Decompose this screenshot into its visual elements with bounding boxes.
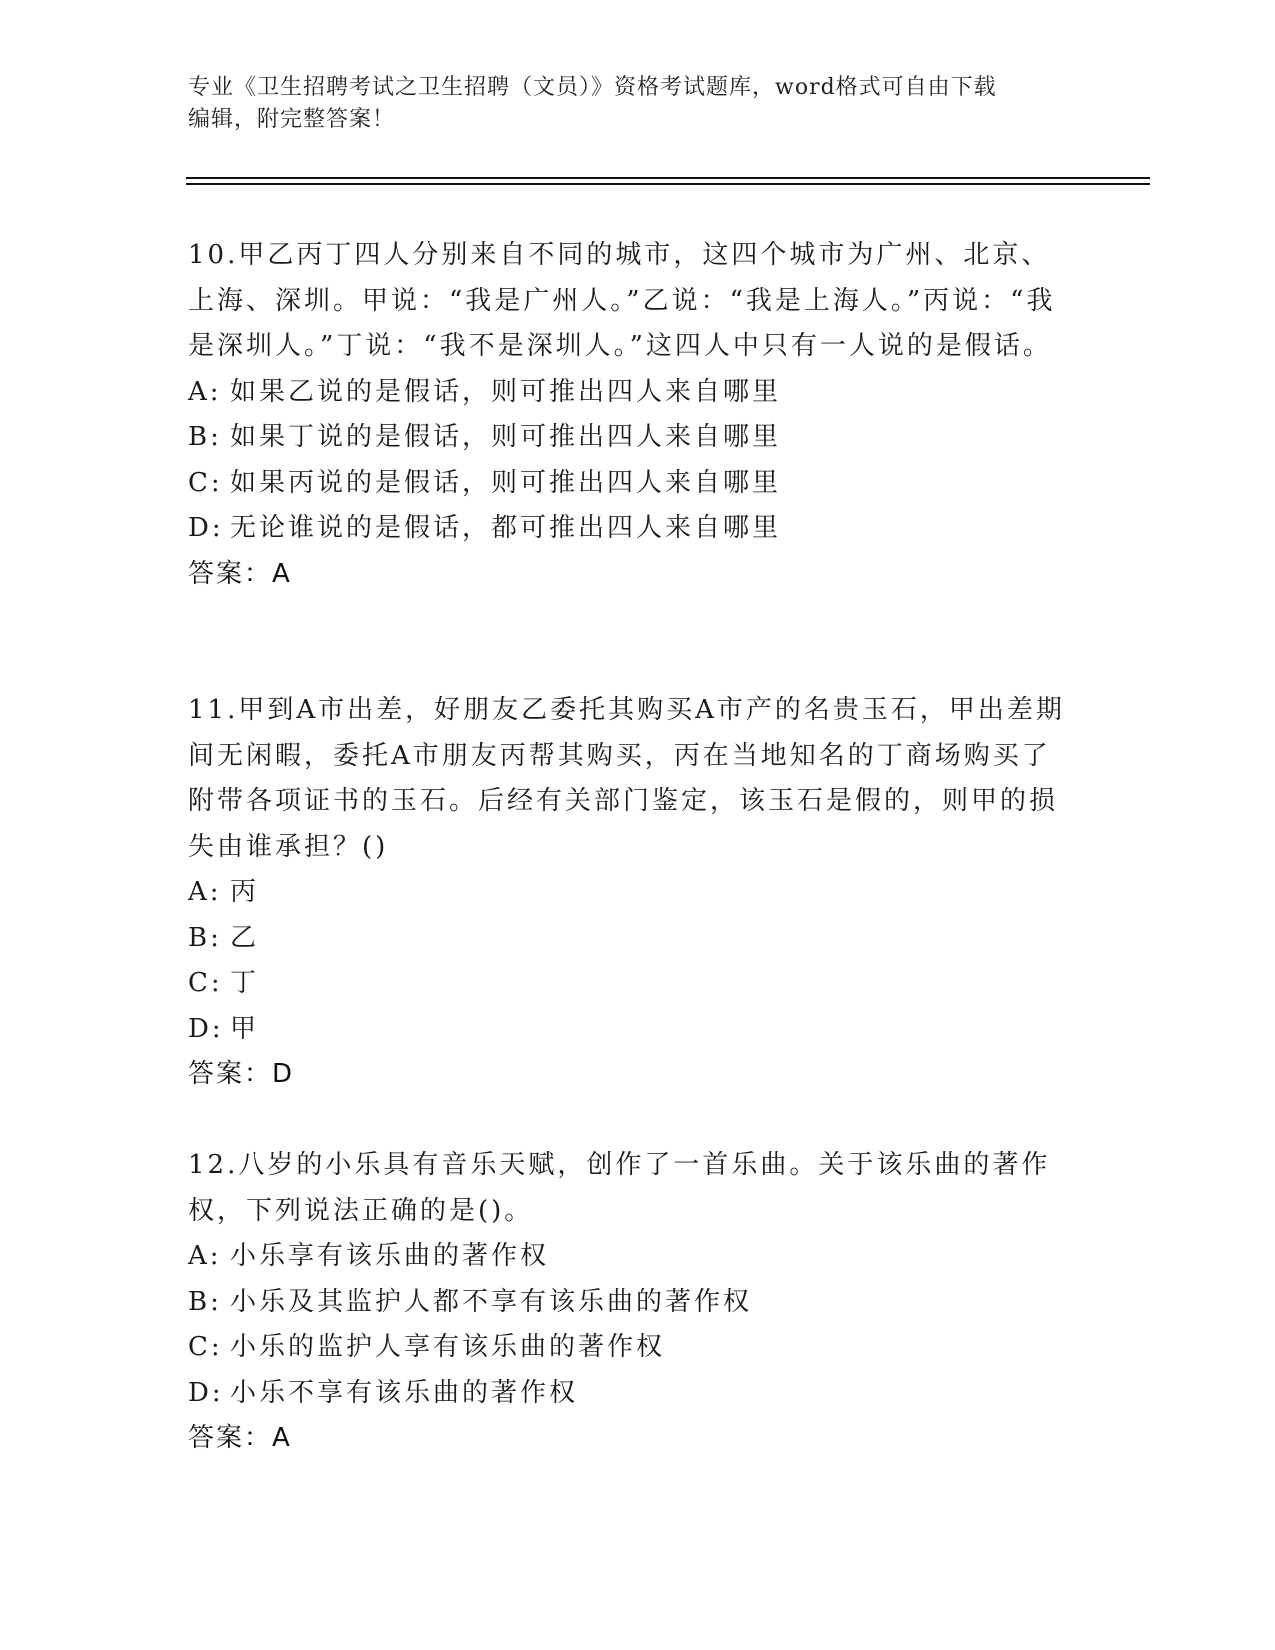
option-text: 如果丁说的是假话，则可推出四人来自哪里 xyxy=(230,422,782,452)
option-label: C: xyxy=(188,1332,223,1362)
option-label: B: xyxy=(188,1286,222,1317)
question-11 xyxy=(188,688,1068,1098)
question-text: 11.甲到A市出差，好朋友乙委托其购买A市产的名贵玉石，甲出差期间无闲暇，委托A市朋友丙帮其购买，丙在当地知名的丁商场购买了附带各项证书的玉石。后经有关部门鉴定，该玉石是假的，则甲的损失由谁承担？() xyxy=(188,695,1065,862)
header-divider-bottom xyxy=(186,183,1150,185)
question-10 xyxy=(188,233,1068,597)
option-c xyxy=(188,461,1068,507)
option-text: 无论谁说的是假话，都可推出四人来自哪里 xyxy=(230,513,782,543)
header-divider-top xyxy=(186,177,1150,179)
answer: 答案：A xyxy=(188,1423,292,1453)
answer: 答案：D xyxy=(188,1059,295,1089)
option-label: A: xyxy=(188,877,222,907)
option-c xyxy=(188,961,1068,1007)
option-a xyxy=(188,1234,1068,1280)
header-line-2: 编辑，附完整答案！ xyxy=(188,107,396,132)
option-label: D: xyxy=(188,1377,224,1408)
option-text: 小乐享有该乐曲的著作权 xyxy=(230,1241,550,1271)
option-label: B: xyxy=(188,422,222,452)
option-a xyxy=(188,870,1068,916)
option-text: 丁 xyxy=(230,968,260,998)
option-text: 甲 xyxy=(230,1013,260,1044)
option-d xyxy=(188,1007,1068,1053)
answer: 答案：A xyxy=(188,558,292,589)
option-text: 小乐的监护人享有该乐曲的著作权 xyxy=(230,1332,666,1362)
option-label: A: xyxy=(188,1241,222,1271)
option-text: 乙 xyxy=(230,922,260,953)
option-a xyxy=(188,370,1068,416)
document-header xyxy=(188,72,1068,136)
option-text: 如果丙说的是假话，则可推出四人来自哪里 xyxy=(230,467,782,498)
option-text: 小乐及其监护人都不享有该乐曲的著作权 xyxy=(230,1286,753,1317)
question-text: 10.甲乙丙丁四人分别来自不同的城市，这四个城市为广州、北京、上海、深圳。甲说：“我是广州人。”乙说：“我是上海人。”丙说：“我是深圳人。”丁说：“我不是深圳人。”这四人中只有一人说的是假话。 xyxy=(188,240,1056,361)
option-label: D: xyxy=(188,1013,224,1044)
option-label: D: xyxy=(188,513,224,543)
option-label: C: xyxy=(188,467,223,498)
option-b xyxy=(188,1280,1068,1326)
option-b xyxy=(188,916,1068,962)
question-12 xyxy=(188,1143,1068,1462)
option-d xyxy=(188,506,1068,552)
option-text: 丙 xyxy=(230,877,260,907)
option-label: C: xyxy=(188,968,223,998)
option-text: 小乐不享有该乐曲的著作权 xyxy=(230,1377,579,1408)
option-label: A: xyxy=(188,376,222,407)
question-text: 12.八岁的小乐具有音乐天赋，创作了一首乐曲。关于该乐曲的著作权，下列说法正确的是()。 xyxy=(188,1150,1051,1226)
option-label: B: xyxy=(188,922,222,953)
option-text: 如果乙说的是假话，则可推出四人来自哪里 xyxy=(230,376,782,407)
option-c xyxy=(188,1325,1068,1371)
header-line-1: 专业《卫生招聘考试之卫生招聘（文员）》资格考试题库，word格式可自由下载 xyxy=(188,75,997,100)
option-d xyxy=(188,1371,1068,1417)
option-b xyxy=(188,415,1068,461)
